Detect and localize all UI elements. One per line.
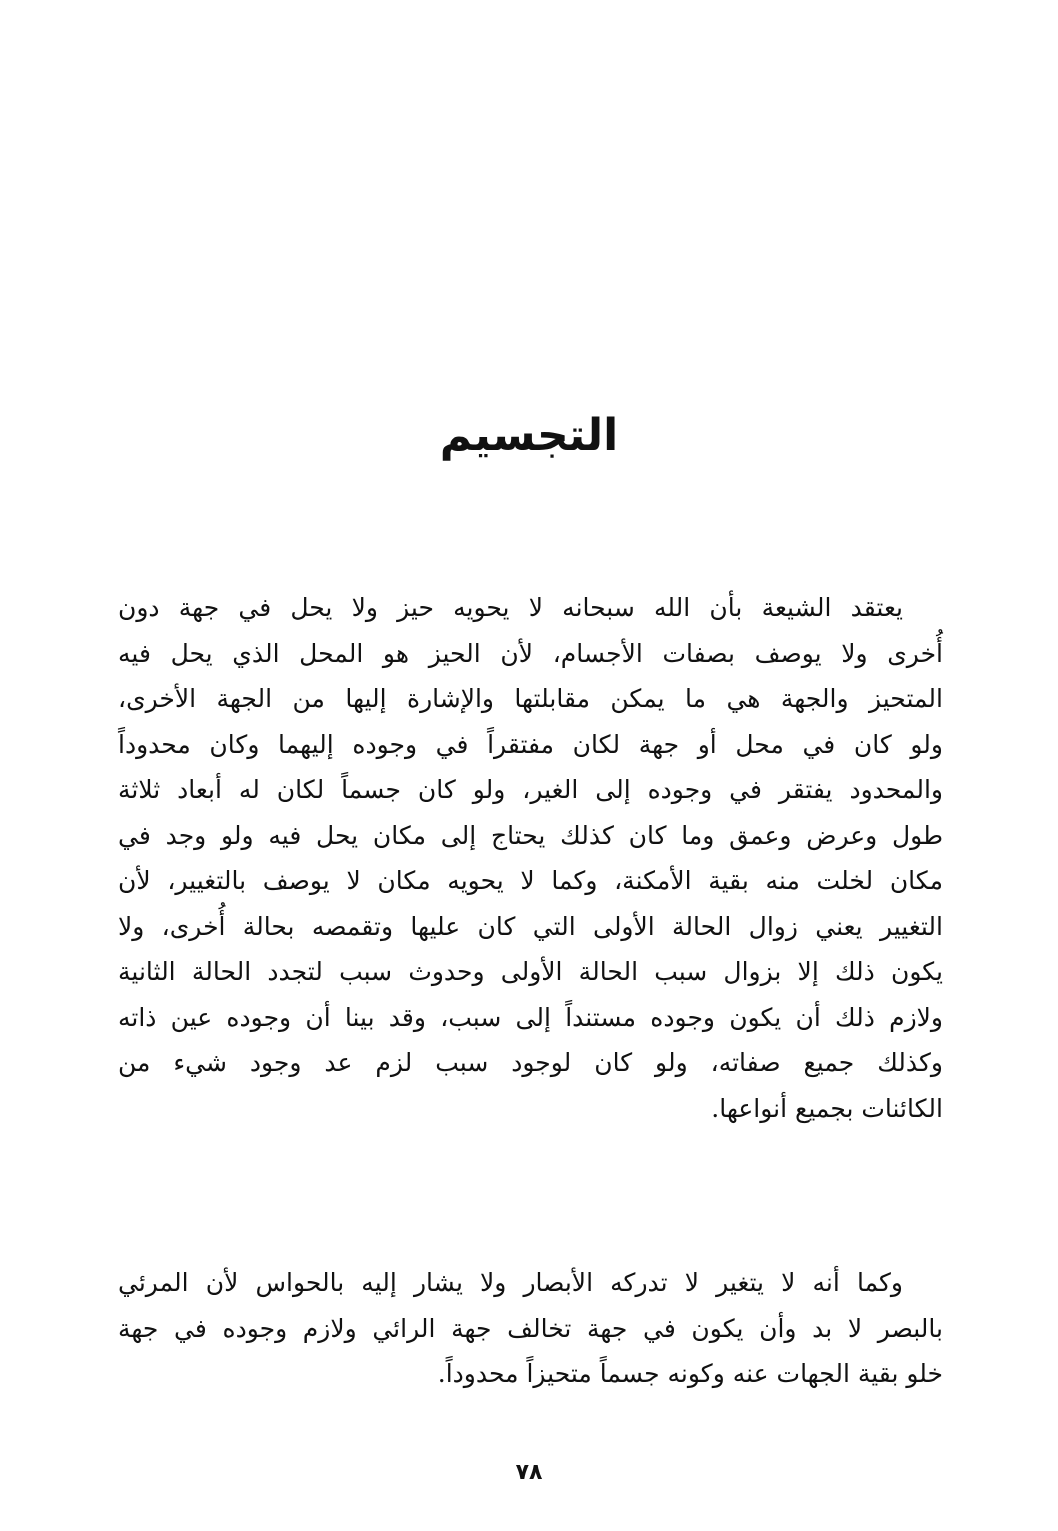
text-line: أُخرى ولا يوصف بصفات الأجسام، لأن الحيز هو المحل الذي يحل فيه <box>118 638 943 668</box>
text-line: المتحيز والجهة هي ما يمكن مقابلتها والإشارة إليها من الجهة الأخرى، <box>118 684 943 713</box>
text-line: التغيير يعني زوال الحالة الأولى التي كان عليها وتقمصه بحالة أُخرى، ولا <box>118 911 943 941</box>
page-number: ٧٨ <box>515 1460 543 1485</box>
text-line: خلو بقية الجهات عنه وكونه جسماً متحيزاً محدوداً. <box>437 1359 943 1388</box>
text-line: مكان لخلت منه بقية الأمكنة، وكما لا يحويه مكان لا يوصف بالتغيير، لأن <box>118 866 943 895</box>
text-line: وكذلك جميع صفاته، ولو كان لوجود سبب لزم عد وجود شيء من <box>118 1048 943 1077</box>
text-line: وكما أنه لا يتغير لا تدركه الأبصار ولا يشار إليه بالحواس لأن المرئي <box>118 1268 903 1297</box>
paragraph-1 <box>118 585 943 1131</box>
chapter-title: التجسيم <box>439 410 619 461</box>
text-line: يعتقد الشيعة بأن الله سبحانه لا يحويه حيز ولا يحل في جهة دون <box>118 593 903 622</box>
text-line: الكائنات بجميع أنواعها. <box>711 1093 943 1123</box>
text-line: ولو كان في محل أو جهة لكان مفتقراً في وجوده إليهما وكان محدوداً <box>118 729 943 759</box>
text-line: بالبصر لا بد وأن يكون في جهة تخالف جهة الرائي ولازم وجوده في جهة <box>118 1313 943 1343</box>
paragraph-2 <box>118 1260 943 1397</box>
text-line: طول وعرض وعمق وما كان كذلك يحتاج إلى مكان يحل فيه ولو وجد في <box>118 820 943 850</box>
text-line: يكون ذلك إلا بزوال سبب الحالة الأولى وحدوث سبب لتجدد الحالة الثانية <box>118 957 943 986</box>
text-line: ولازم ذلك أن يكون وجوده مستنداً إلى سبب، وقد بينا أن وجوده عين ذاته <box>118 1002 943 1032</box>
text-line: والمحدود يفتقر في وجوده إلى الغير، ولو كان جسماً لكان له أبعاد ثلاثة <box>118 775 943 804</box>
